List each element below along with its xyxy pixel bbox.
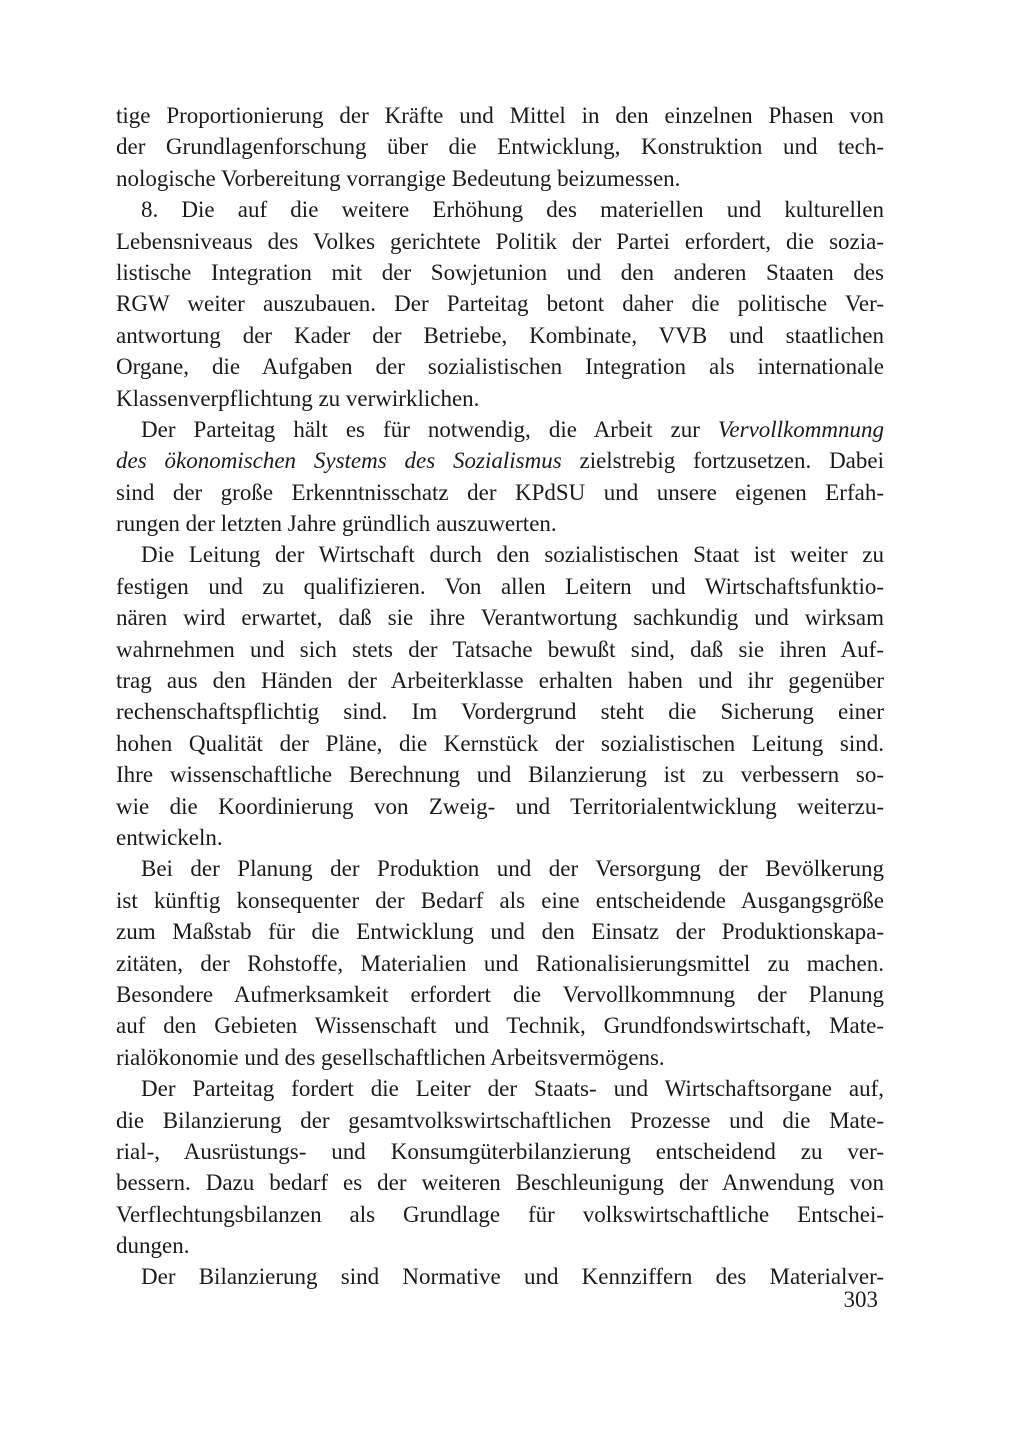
line-text: wahrnehmen und sich stets der Tatsache bewußt sind, daß sie ihren Auf- bbox=[116, 636, 884, 662]
text-line bbox=[116, 1199, 884, 1230]
text-line bbox=[116, 1010, 884, 1041]
line-text: tige Proportionierung der Kräfte und Mittel in den einzelnen Phasen von bbox=[116, 103, 884, 128]
line-text: Besondere Aufmerksamkeit erfordert die Vervollkommnung der Planung bbox=[116, 981, 884, 1007]
line-text: RGW weiter auszubauen. Der Parteitag betont daher die politische Ver- bbox=[116, 291, 884, 317]
line-text: zielstrebig fortzusetzen. Dabei bbox=[561, 448, 884, 474]
line-text: Verflechtungsbilanzen als Grundlage für volkswirtschaftliche Entschei- bbox=[116, 1201, 884, 1227]
line-text: listische Integration mit der Sowjetunion und den anderen Staaten des bbox=[116, 259, 884, 285]
text-line bbox=[116, 948, 884, 979]
line-text: Bei der Planung der Produktion und der Versorgung der Bevölkerung bbox=[141, 856, 884, 882]
text-line bbox=[116, 759, 884, 790]
line-text: Der Parteitag hält es für notwendig, die Arbeit zur bbox=[141, 416, 718, 442]
text-line bbox=[116, 634, 884, 665]
line-text: trag aus den Händen der Arbeiterklasse erhalten haben und ihr gegenüber bbox=[116, 668, 884, 694]
text-line bbox=[116, 131, 884, 162]
text-line bbox=[116, 1136, 884, 1167]
line-text: sind der große Erkenntnisschatz der KPdSU und unsere eigenen Erfah- bbox=[116, 479, 884, 505]
page-number: 303 bbox=[843, 1287, 878, 1312]
text-line bbox=[116, 1167, 884, 1198]
text-line bbox=[116, 696, 884, 727]
line-text: hohen Qualität der Pläne, die Kernstück der sozialistischen Leitung sind. bbox=[116, 730, 884, 756]
line-text: rial-, Ausrüstungs- und Konsumgüterbilanzierung entscheidend zu ver- bbox=[116, 1138, 884, 1164]
line-text: rechenschaftspflichtig sind. Im Vordergrund steht die Sicherung einer bbox=[116, 699, 884, 725]
text-line bbox=[116, 539, 884, 570]
text-line bbox=[116, 602, 884, 633]
text-line bbox=[116, 226, 884, 257]
line-text: dungen. bbox=[116, 1233, 190, 1259]
line-text: rialökonomie und des gesellschaftlichen Arbeitsvermögens. bbox=[116, 1044, 665, 1070]
text-line bbox=[116, 257, 884, 288]
body-text bbox=[116, 100, 884, 1293]
line-text: zitäten, der Rohstoffe, Materialien und Rationalisierungsmittel zu machen. bbox=[116, 950, 884, 976]
line-text: antwortung der Kader der Betriebe, Kombinate, VVB und staatlichen bbox=[116, 322, 884, 348]
line-text: entwickeln. bbox=[116, 824, 223, 850]
text-line bbox=[116, 508, 884, 539]
italic-text: des ökonomischen Systems des Sozialismus bbox=[116, 448, 562, 474]
text-line bbox=[116, 163, 884, 194]
line-text: festigen und zu qualifizieren. Von allen Leitern und Wirtschaftsfunktio- bbox=[116, 573, 884, 599]
line-text: Ihre wissenschaftliche Berechnung und Bilanzierung ist zu verbessern so- bbox=[116, 762, 884, 788]
text-line bbox=[116, 665, 884, 696]
line-text: auf den Gebieten Wissenschaft und Technik, Grundfondswirtschaft, Mate- bbox=[116, 1013, 884, 1039]
text-line bbox=[116, 916, 884, 947]
italic-text: Vervollkommnung bbox=[717, 416, 884, 442]
text-line bbox=[116, 822, 884, 853]
line-text: Der Parteitag fordert die Leiter der Staats- und Wirtschaftsorgane auf, bbox=[141, 1076, 884, 1102]
line-text: 8. Die auf die weitere Erhöhung des materiellen und kulturellen bbox=[141, 197, 884, 223]
text-line bbox=[116, 414, 884, 445]
line-text: nären wird erwartet, daß sie ihre Verantwortung sachkundig und wirksam bbox=[116, 605, 884, 631]
text-line bbox=[116, 477, 884, 508]
text-line bbox=[116, 979, 884, 1010]
line-text: ist künftig konsequenter der Bedarf als eine entscheidende Ausgangsgröße bbox=[116, 887, 884, 913]
text-line bbox=[116, 1105, 884, 1136]
text-line bbox=[116, 383, 884, 414]
line-text: Klassenverpflichtung zu verwirklichen. bbox=[116, 385, 480, 411]
line-text: wie die Koordinierung von Zweig- und Territorialentwicklung weiterzu- bbox=[116, 793, 884, 819]
text-line bbox=[116, 571, 884, 602]
line-text: der Grundlagenforschung über die Entwicklung, Konstruktion und tech- bbox=[116, 134, 884, 160]
line-text: die Bilanzierung der gesamtvolkswirtschaftlichen Prozesse und die Mate- bbox=[116, 1107, 884, 1133]
line-text: Der Bilanzierung sind Normative und Kennziffern des Materialver- bbox=[141, 1264, 884, 1290]
text-line bbox=[116, 853, 884, 884]
line-text: zum Maßstab für die Entwicklung und den Einsatz der Produktionskapa- bbox=[116, 919, 884, 945]
text-line bbox=[116, 1042, 884, 1073]
text-line bbox=[116, 320, 884, 351]
line-text: Die Leitung der Wirtschaft durch den sozialistischen Staat ist weiter zu bbox=[141, 542, 884, 568]
text-line bbox=[116, 351, 884, 382]
text-line bbox=[116, 1073, 884, 1104]
line-text: nologische Vorbereitung vorrangige Bedeutung beizumessen. bbox=[116, 165, 681, 191]
text-line bbox=[116, 100, 884, 131]
text-line bbox=[116, 194, 884, 225]
line-text: Organe, die Aufgaben der sozialistischen Integration als internationale bbox=[116, 354, 884, 380]
text-line bbox=[116, 885, 884, 916]
line-text: bessern. Dazu bedarf es der weiteren Beschleunigung der Anwendung von bbox=[116, 1170, 884, 1196]
line-text: rungen der letzten Jahre gründlich auszuwerten. bbox=[116, 511, 557, 537]
text-line bbox=[116, 288, 884, 319]
text-line bbox=[116, 445, 884, 476]
text-line bbox=[116, 1261, 884, 1292]
text-line bbox=[116, 791, 884, 822]
text-line bbox=[116, 1230, 884, 1261]
line-text: Lebensniveaus des Volkes gerichtete Politik der Partei erfordert, die sozia- bbox=[116, 228, 884, 254]
text-line bbox=[116, 728, 884, 759]
